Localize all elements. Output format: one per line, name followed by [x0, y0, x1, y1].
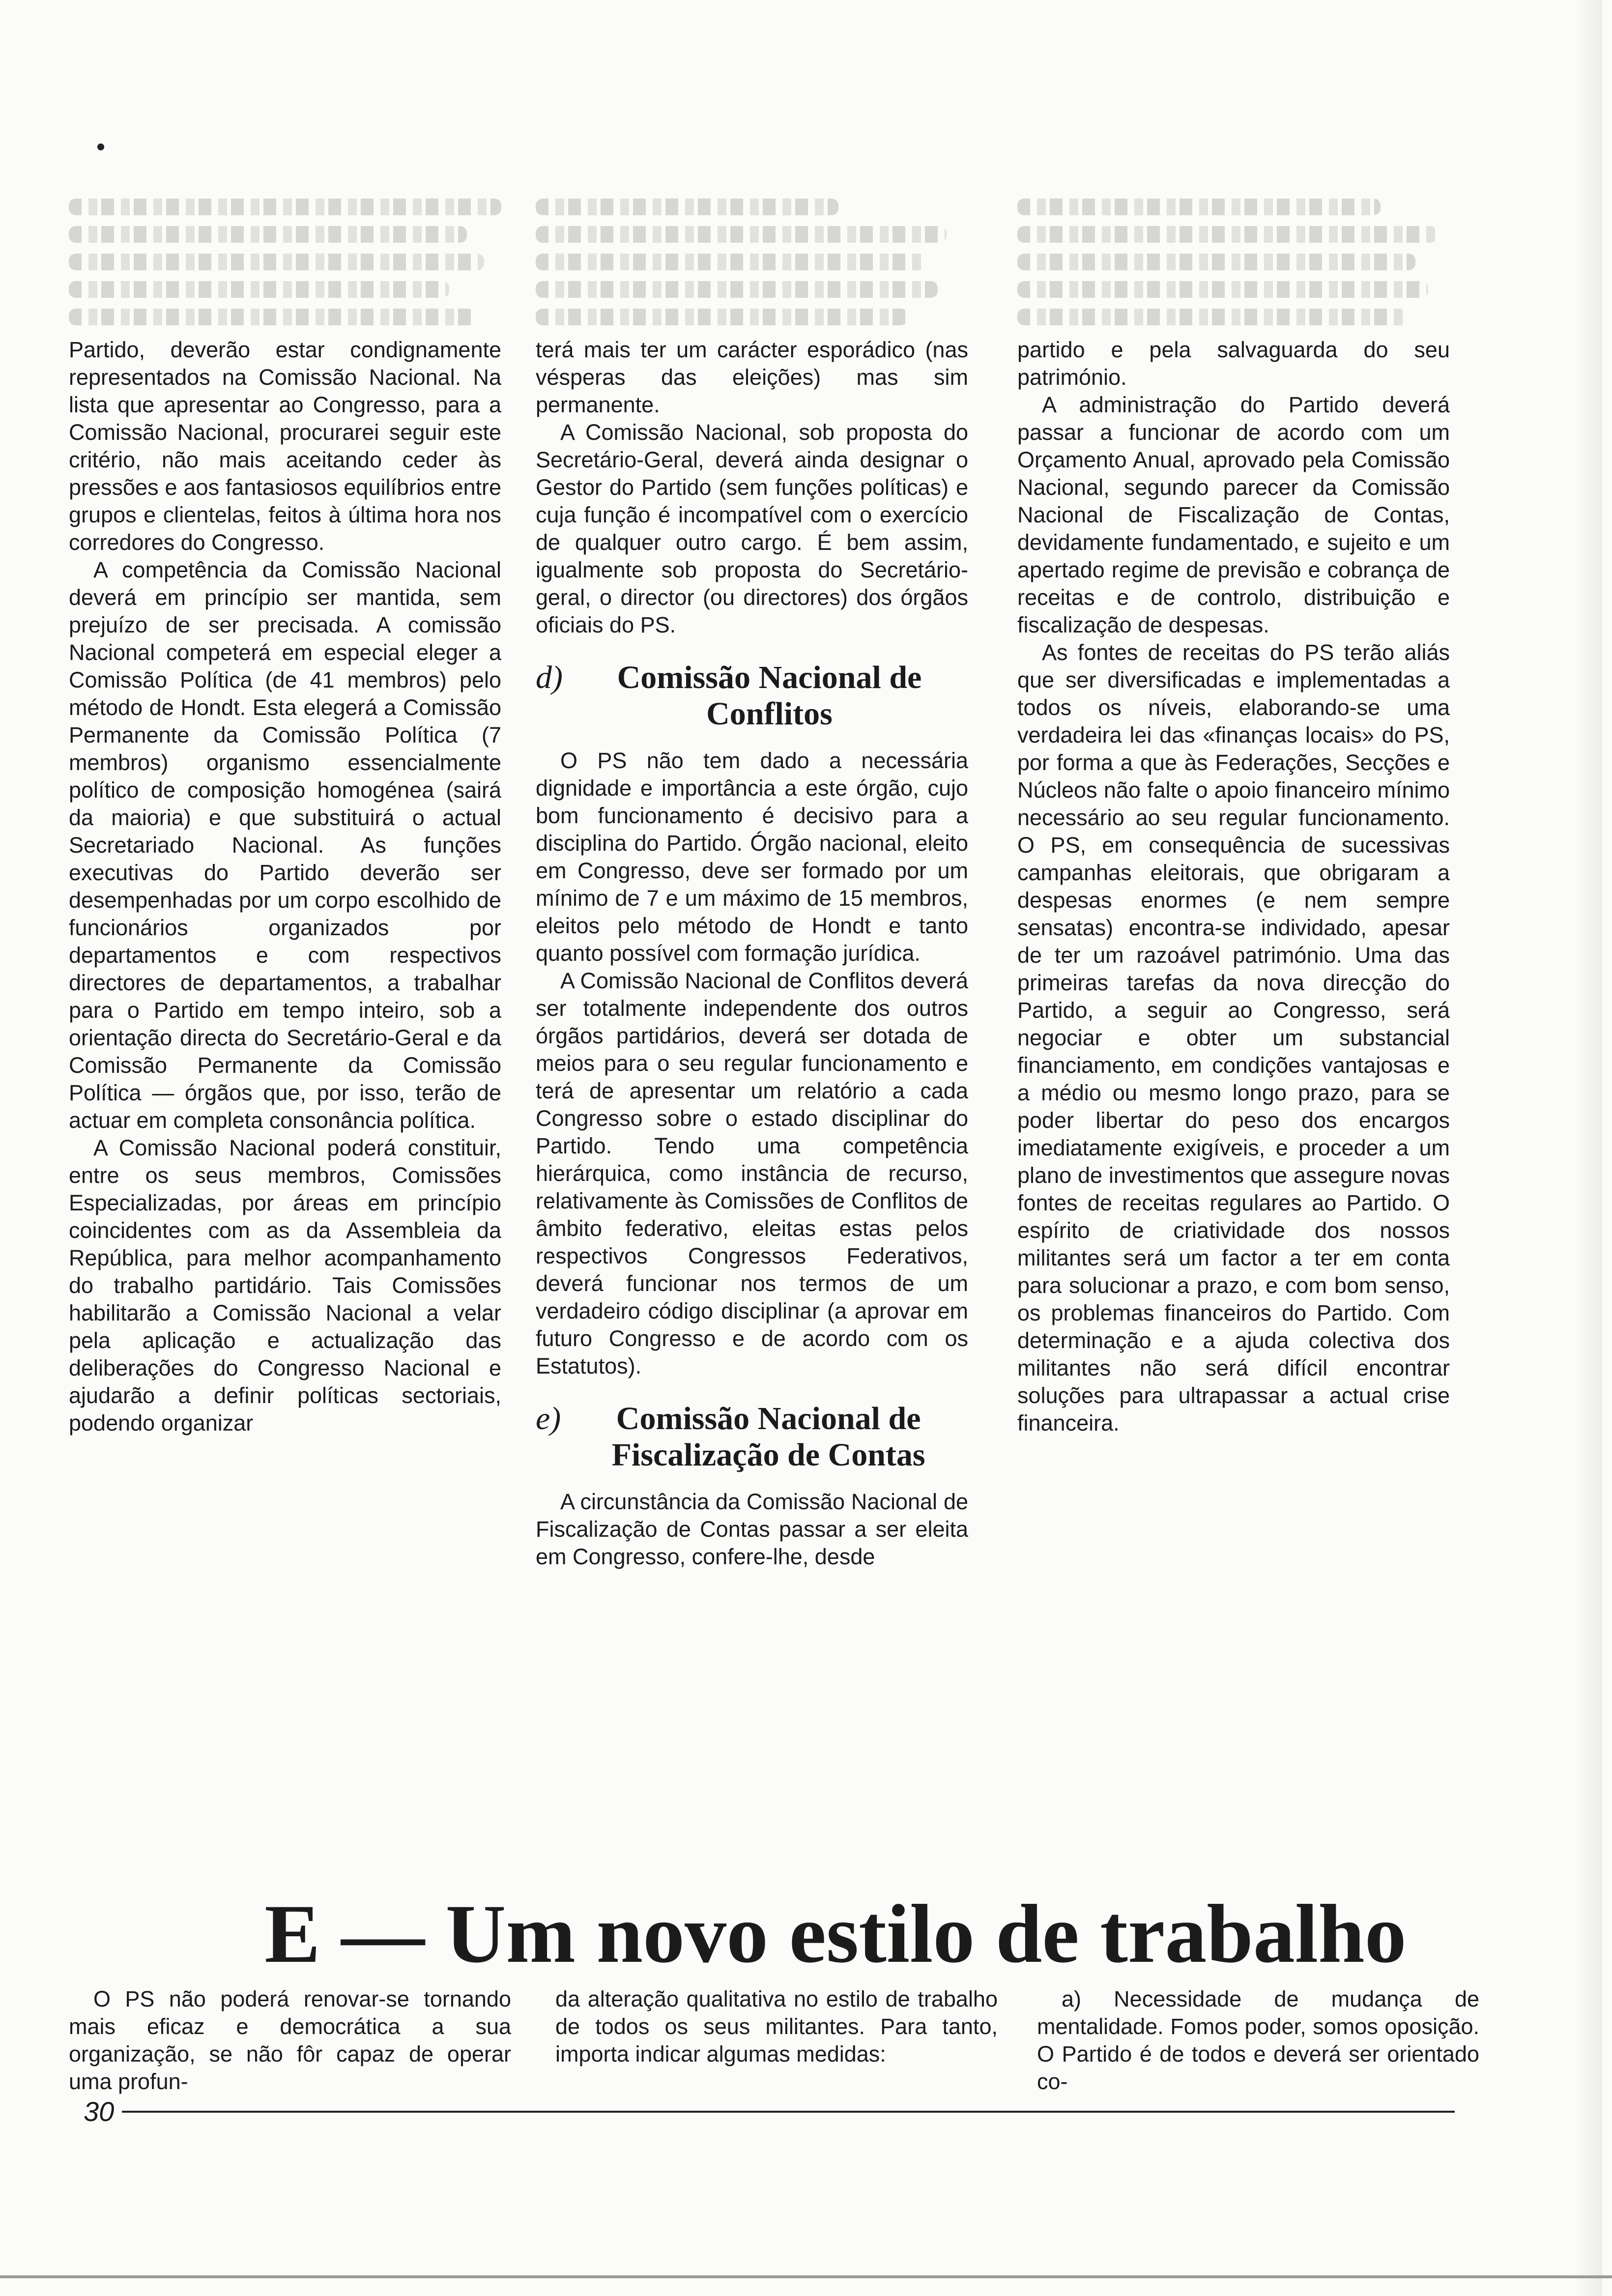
column-1: [69, 197, 501, 1437]
faded-text-top: [1017, 309, 1407, 325]
paragraph-group: [69, 336, 501, 1437]
faded-text-top: [536, 254, 925, 270]
paragraph: da alteração qualitativa no estilo de trabalho de todos os seus militantes. Para tanto, importa indicar algumas medidas:: [555, 1986, 998, 2066]
subheading-letter: e): [536, 1401, 561, 1436]
page-number: 30: [84, 2095, 122, 2129]
section-heading: E — Um novo estilo de trabalho: [264, 1888, 1407, 1980]
faded-text-top: [1017, 254, 1415, 270]
paragraph: A Comissão Nacional de Conflitos deverá ser totalmente independente dos outros órgãos partidários, deverá ser dotada de meios para o seu regular funcionamento e terá de apresentar um relatório a cada Congresso sobre o estado disciplinar do Partido. Tendo uma competência hierárquica, como instância de recurso, relativamente às Comissões de Conflitos de âmbito federativo, eleitas estas pelos respectivos Congressos Federativos, deverá funcionar nos termos de um verdadeiro código disciplinar (a aprovar em futuro Congresso e de acordo com os Estatutos).: [536, 968, 968, 1378]
paragraph-group: [536, 1488, 968, 1571]
paragraph-group: [555, 1985, 998, 2068]
paragraph: partido e pela salvaguarda do seu património.: [1017, 337, 1450, 390]
faded-text-top: [69, 226, 467, 243]
ink-dot: [97, 144, 104, 150]
subheading-letter: d): [536, 660, 563, 695]
paragraph: O PS não tem dado a necessária dignidade e importância a este órgão, cujo bom funcionamento é decisivo para a disciplina do Partido. Órgão nacional, eleito em Congresso, deve ser formado por um mínimo de 7 e um máximo de 15 membros, eleitos pelo método de Hondt e tanto quanto possível com formação jurídica.: [536, 748, 968, 966]
faded-text-top: [1017, 281, 1428, 298]
column-3: [1017, 197, 1450, 1437]
paragraph: a) Necessidade de mudança de mentalidade. Fomos poder, somos oposição. O Partido é de todos e deverá ser orientado co-: [1037, 1986, 1479, 2094]
paragraph-group: [1017, 336, 1450, 1437]
faded-text-top: [536, 226, 947, 243]
scan-bottom-edge: [0, 2275, 1612, 2278]
paragraph-group: [536, 747, 968, 1380]
bottom-column-1: [69, 1985, 511, 2095]
faded-text-top: [1017, 199, 1381, 215]
paragraph: As fontes de receitas do PS terão aliás que ser diversificadas e implementadas a todos os níveis, elaborando-se uma verdadeira lei das «finanças locais» do PS, por forma a que às Federações, Secções e Núcleos não falte o apoio financeiro mínimo necessário ao seu regular funcionamento. O PS, em consequência de sucessivas campanhas eleitorais, que obrigaram a despesas enormes (e nem sempre sensatas) encontra-se individado, apesar de ter um razoável património. Uma das primeiras tarefas da nova direcção do Partido, a seguir ao Congresso, será negociar e obter um substancial financiamento, em condições vantajosas e a médio ou mesmo longo prazo, para se poder libertar do peso dos encargos imediatamente exigíveis, e proceder a um plano de investimentos que assegure novas fontes de receitas regulares ao Partido. O espírito de criatividade dos nossos militantes será um factor a ter em conta para solucionar a prazo, e com bom senso, os problemas financeiros do Partido. Com determinação e a ajuda colectiva dos militantes não será difícil encontrar soluções para ultrapassar a actual crise financeira.: [1017, 640, 1450, 1435]
subheading-e: [536, 1401, 968, 1473]
faded-text-top: [69, 199, 501, 215]
column-2: [536, 197, 968, 1571]
faded-text-top: [69, 309, 475, 325]
scan-edge-shadow: [1573, 0, 1602, 2296]
paragraph: A circunstância da Comissão Nacional de Fiscalização de Contas passar a ser eleita em Congresso, confere-lhe, desde: [536, 1489, 968, 1569]
paragraph: A competência da Comissão Nacional deverá em princípio ser mantida, sem prejuízo de ser precisada. A comissão Nacional competerá em especial eleger a Comissão Política (de 41 membros) pelo método de Hondt. Esta elegerá a Comissão Permanente da Comissão Política (7 membros) organismo essencialmente político de composição homogénea (sairá da maioria) e que substituirá o actual Secretariado Nacional. As funções executivas do Partido deverão ser desempenhadas por um corpo escolhido de funcionários organizados por departamentos e com respectivos directores de departamentos, a trabalhar para o Partido em tempo inteiro, sob a orientação directa do Secretário-Geral e da Comissão Permanente da Comissão Política — órgãos que, por isso, terão de actuar em completa consonância política.: [69, 557, 501, 1133]
faded-text-top: [69, 254, 484, 270]
paragraph: O PS não poderá renovar-se tornando mais eficaz e democrática a sua organização, se não fôr capaz de operar uma profun-: [69, 1986, 511, 2094]
paragraph-group: [69, 1985, 511, 2095]
bottom-column-2: [555, 1985, 998, 2068]
faded-text-top: [536, 199, 838, 215]
faded-text-top: [1017, 226, 1437, 243]
subheading-title: Comissão Nacional de Conflitos: [617, 660, 922, 732]
paragraph-group: [1037, 1985, 1479, 2095]
paragraph-group: [536, 336, 968, 639]
subheading-d: [536, 660, 968, 732]
paragraph: A administração do Partido deverá passar a funcionar de acordo com um Orçamento Anual, aprovado pela Comissão Nacional, segundo parecer da Comissão Nacional de Fiscalização de Contas, devidamente fundamentado, e sujeito e um apertado regime de previsão e cobrança de receitas e de controlo, distribuição e fiscalização de despesas.: [1017, 392, 1450, 637]
footer-rule: [118, 2111, 1455, 2113]
paragraph: Partido, deverão estar condignamente representados na Comissão Nacional. Na lista que apresentar ao Congresso, para a Comissão Nacional, procurarei seguir este critério, não mais aceitando ceder às pressões e aos fantasiosos equilíbrios entre grupos e clientelas, feitos à última hora nos corredores do Congresso.: [69, 337, 501, 555]
paragraph: A Comissão Nacional poderá constituir, entre os seus membros, Comissões Especializadas, por áreas em princípio coincidentes com as da Assembleia da República, para melhor acompanhamento do trabalho partidário. Tais Comissões habilitarão a Comissão Nacional a velar pela aplicação e actualização das deliberações do Congresso Nacional e ajudarão a definir políticas sectoriais, podendo organizar: [69, 1135, 501, 1435]
faded-text-top: [536, 309, 908, 325]
bottom-column-3: [1037, 1985, 1479, 2095]
paragraph: terá mais ter um carácter esporádico (nas vésperas das eleições) mas sim permanente.: [536, 337, 968, 417]
faded-text-top: [69, 281, 449, 298]
paragraph: A Comissão Nacional, sob proposta do Secretário-Geral, deverá ainda designar o Gestor do Partido (sem funções políticas) e cuja função é incompatível com o exercício de qualquer outro cargo. É bem assim, igualmente sob proposta do Secretário-geral, o director (ou directores) dos órgãos oficiais do PS.: [536, 420, 968, 637]
faded-text-top: [536, 281, 938, 298]
subheading-title: Comissão Nacional de Fiscalização de Contas: [611, 1401, 925, 1473]
